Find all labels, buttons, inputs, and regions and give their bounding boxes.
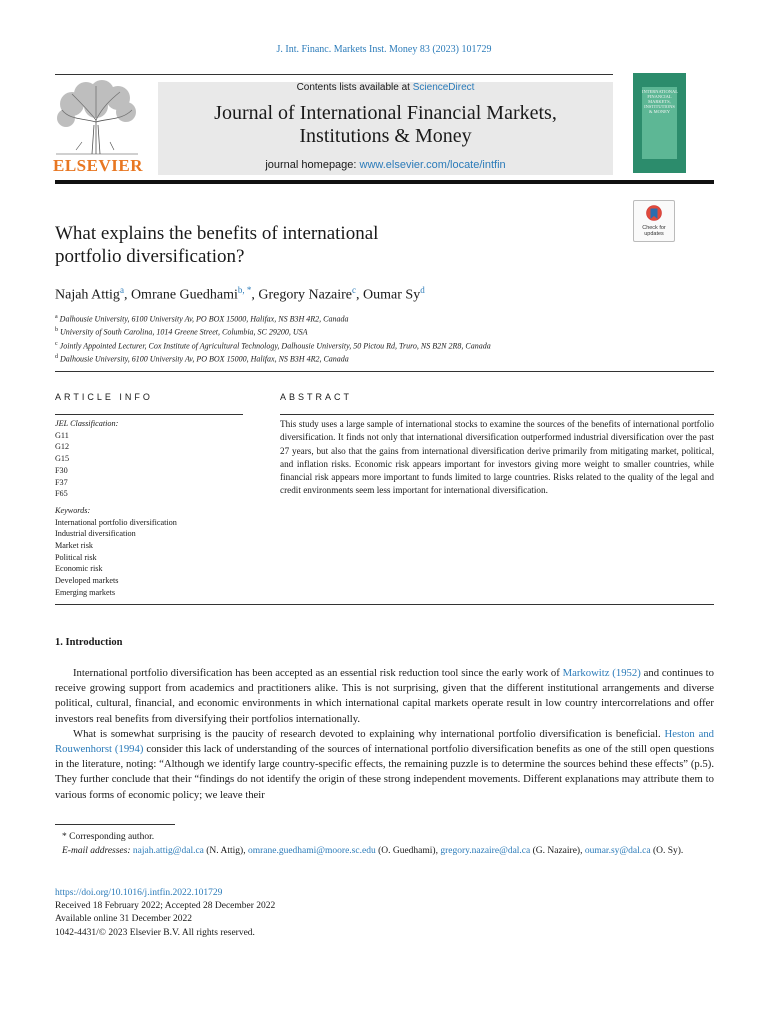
email-owner: (O. Sy). [650,845,684,856]
paragraph [55,727,714,803]
affiliation-mark: d [55,353,58,360]
keyword-item: Developed markets [55,576,119,586]
copyright-line: 1042-4431/© 2023 Elsevier B.V. All rights reserved. [55,927,255,938]
email-link[interactable]: najah.attig@dal.ca [132,845,204,856]
author-name[interactable]: Oumar Sy [363,287,421,303]
affiliation-text: University of South Carolina, 1014 Greene Street, Columbia, SC 29200, USA [60,327,308,337]
author-name[interactable]: Omrane Guedhami [130,287,238,303]
available-date: Available online 31 December 2022 [55,914,192,925]
affiliation-text: Dalhousie University, 6100 University Av, PO BOX 15000, Halifax, NS B3H 4R2, Canada [60,354,349,364]
journal-title-line2: Institutions & Money [299,125,472,147]
jel-code: G12 [55,442,70,452]
jel-code: G11 [55,430,69,440]
affiliation-text: Dalhousie University, 6100 University Av, PO BOX 15000, Halifax, NS B3H 4R2, Canada [59,314,349,324]
journal-citation[interactable]: J. Int. Financ. Markets Inst. Money 83 (2023) 101729 [276,44,492,55]
keyword-item: International portfolio diversification [55,517,177,527]
paper-title [55,222,495,268]
corresponding-author-note: * Corresponding author. [62,832,155,842]
introduction-heading: 1. Introduction [55,637,123,648]
doi-link[interactable]: https://doi.org/10.1016/j.intfin.2022.101729 [55,888,223,898]
received-dates: Received 18 February 2022; Accepted 28 December 2022 [55,901,276,912]
author-list: Najah Attig$^a$, Omrane Guedhami$^{b, *}$, Gregory Nazaire$^c$, Oumar Sy$^d$ [55,285,425,303]
abstract-rule [280,414,714,415]
paper-title-line2: portfolio diversification? [55,246,245,267]
keyword-item: Economic risk [55,564,103,574]
keyword-item: Political risk [55,552,97,562]
affiliation-item [55,339,715,352]
journal-homepage [158,159,613,171]
jel-code: F65 [55,489,68,499]
header-thick-rule [55,180,714,184]
footnotes [55,831,714,858]
keyword-item: Market risk [55,541,93,551]
bookmark-icon [646,205,662,223]
journal-cover-image [633,73,686,173]
email-label: E-mail addresses: [62,845,133,856]
homepage-prefix: journal homepage: [265,159,360,171]
journal-cover-text: INTERNATIONAL FINANCIAL MARKETS, INSTITUTIONS & MONEY [642,87,677,159]
author-name[interactable]: Najah Attig [55,287,120,303]
contents-prefix: Contents lists available at [296,82,413,93]
section-rule [55,604,714,605]
author-affil-mark[interactable]: b, * [237,285,252,295]
citation-link[interactable]: Markowitz (1952) [562,667,641,679]
publication-info [55,887,714,940]
paper-title-line1: What explains the benefits of international [55,223,379,244]
email-owner: (N. Attig), [203,845,248,856]
contents-line [158,82,613,93]
keywords-label: Keywords: [55,505,91,515]
citation-link[interactable]: Heston and Rouwenhorst (1994) [55,727,715,756]
email-owner: (O. Guedhami), [375,845,441,856]
paragraph-text: and continues to receive growing support from academics and practitioners alike. This is not surprising, given that the different institutional arrangements and diverse political, cultural, financial, and economic environments in which international capital markets operate result in low country intercorrelations and offer investors real benefits from diversifying their portfolios internationally. [55,667,714,725]
check-label-line2: updates [644,231,664,237]
jel-code: F37 [55,477,68,487]
email-link[interactable]: oumar.sy@dal.ca [584,845,651,856]
keyword-item: Industrial diversification [55,529,136,539]
journal-title-line1: Journal of International Financial Markets, [214,102,557,124]
introduction-body [55,666,714,803]
paragraph [55,666,714,727]
author-name[interactable]: Gregory Nazaire [258,287,353,303]
paragraph-text: What is somewhat surprising is the paucity of research devoted to explaining why international portfolio diversification is beneficial. [73,727,665,740]
jel-code: G15 [55,454,70,464]
affiliation-mark: c [55,340,58,347]
email-addresses [55,845,714,859]
affiliation-text: Jointly Appointed Lecturer, Cox Institute of Agricultural Technology, Dalhousie University, 50 Pictou Rd, Truro, NS B2N 2R8, Canada [59,341,491,351]
author-affil-mark[interactable]: c [352,285,357,295]
abstract-heading: ABSTRACT [280,392,353,402]
affiliation-item [55,352,715,365]
footnote-rule [55,824,175,825]
affiliation-mark: a [55,314,58,320]
keyword-item: Emerging markets [55,587,116,597]
header-rule [55,74,613,75]
affiliation-item [55,325,715,338]
journal-title [158,102,613,148]
article-info-rule [55,414,243,415]
jel-code: F30 [55,465,68,475]
section-rule [55,371,714,372]
homepage-link[interactable]: www.elsevier.com/locate/intfin [359,159,506,171]
affiliation-mark: b [55,327,58,334]
paragraph-text: consider this lack of understanding of the sources of international portfolio diversification benefits as one of the still open questions in the literature, noting: “Although we identify large country-specific effects, the remaining puzzle is to determine the sources behind these effects” (p.5). They further conclude that their “findings do not identify the origin of these strong independent movements. Different explanations may attribute them to various forms of economic policy; we leave their [55,743,714,801]
sciencedirect-link[interactable]: ScienceDirect [412,82,475,93]
check-for-updates-button[interactable] [633,200,675,242]
check-label-line1: Check for [642,225,666,231]
email-owner: (G. Nazaire), [530,845,585,856]
author-affil-mark[interactable]: a [119,285,124,295]
email-link[interactable]: omrane.guedhami@moore.sc.edu [247,845,376,856]
check-for-updates-label [634,225,674,237]
article-info-heading: ARTICLE INFO [55,392,153,402]
email-link[interactable]: gregory.nazaire@dal.ca [440,845,531,856]
affiliation-list [55,312,715,365]
paragraph-text: International portfolio diversification has been accepted as an essential risk reduction tool since the early work of [73,667,563,679]
article-info-column [55,418,255,599]
author-affil-mark[interactable]: d [420,285,425,295]
abstract-text: This study uses a large sample of international stocks to examine the sources of the benefits of international portfolio diversification. It finds not only that international diversification outperformed industrial diversification over the past 27 years, but also that the gains from international diversification derive primarily from mitigating market, political, and inflation risks. Economic risk appears important for investors giving more weight to smaller countries, while financial risk appears more important to funds limited to large countries. Risks related to the quality of the legal and credit environments seem less important for international diversification. [280,419,714,496]
jel-label: JEL Classification: [55,419,119,428]
elsevier-wordmark: ELSEVIER [53,156,143,175]
affiliation-item [55,312,715,325]
